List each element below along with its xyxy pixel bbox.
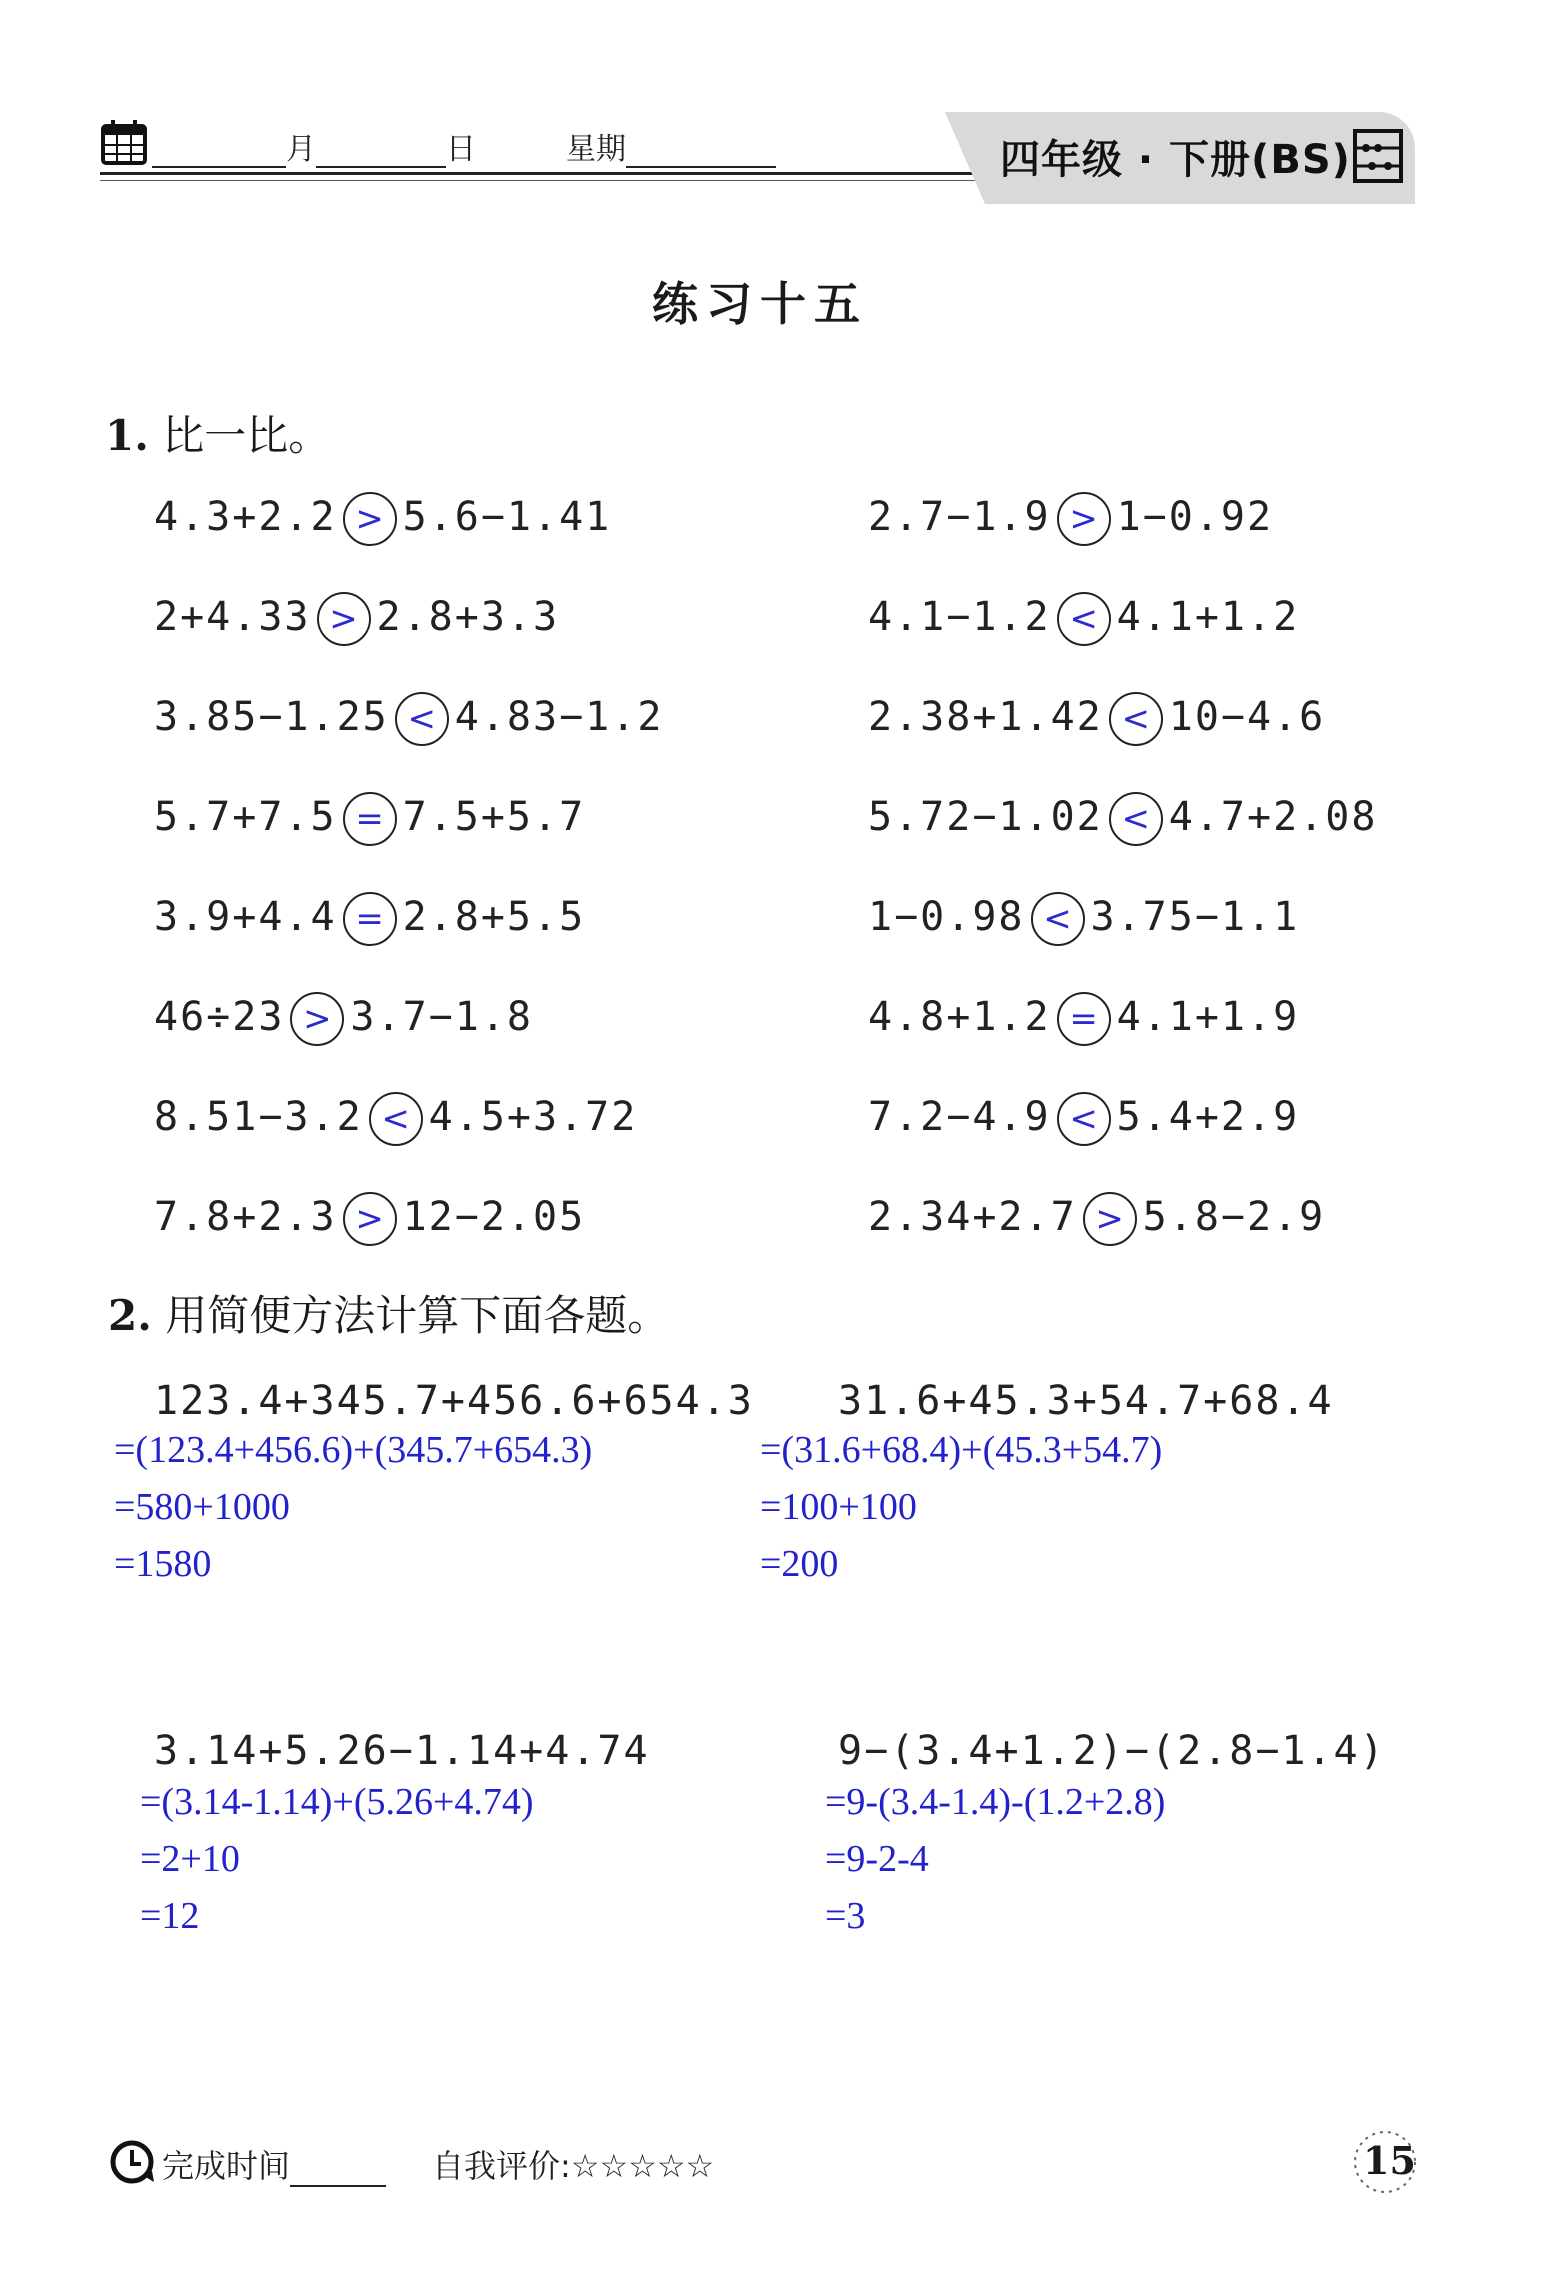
compare-answer-circle[interactable]: > [317,592,371,646]
day-blank[interactable] [316,132,446,168]
compare-right-expr: 3.75−1.1 [1090,894,1300,940]
compare-right-expr: 2.8+3.3 [376,594,560,640]
compare-answer-circle[interactable]: < [1031,892,1085,946]
solution-step: =12 [140,1895,200,1937]
compare-row [154,1092,637,1146]
page-title: 练习十五 [652,277,868,331]
compare-answer-circle[interactable]: > [290,992,344,1046]
month-blank[interactable] [152,132,286,168]
compare-row [154,792,585,846]
time-label: 完成时间 [162,2147,291,2185]
compare-left-expr: 5.7+7.5 [154,794,337,840]
compare-left-expr: 4.1−1.2 [868,594,1051,640]
calendar-icon [100,118,148,166]
compare-right-expr: 4.1+1.9 [1116,994,1300,1040]
weekday-blank[interactable] [626,132,776,168]
section2-heading [108,1283,669,1343]
weekday-label: 星期 [566,132,626,167]
solution-step: =1580 [114,1543,212,1585]
compare-left-expr: 8.51−3.2 [154,1094,363,1140]
page-number-badge [1345,2122,1425,2202]
header-rule [100,172,980,175]
clock-icon [108,2138,158,2188]
compare-answer-circle[interactable]: < [1109,792,1163,846]
solution-step: =(3.14-1.14)+(5.26+4.74) [140,1781,534,1823]
compare-right-expr: 4.1+1.2 [1116,594,1300,640]
problem-expression: 123.4+345.7+456.6+654.3 [154,1378,754,1424]
compare-left-expr: 4.8+1.2 [868,994,1051,1040]
compare-right-expr: 2.8+5.5 [402,894,586,940]
time-blank[interactable] [290,2155,386,2187]
page-number: 15 [1363,2138,1416,2183]
compare-row [868,692,1325,746]
compare-row [154,492,611,546]
compare-answer-circle[interactable]: = [343,792,397,846]
compare-row [154,1192,585,1246]
compare-row [154,692,663,746]
self-rating: 自我评价:☆☆☆☆☆ [432,2147,715,2185]
compare-right-expr: 7.5+5.7 [402,794,586,840]
problem-expression: 9−(3.4+1.2)−(2.8−1.4) [838,1728,1386,1774]
compare-row [868,992,1299,1046]
solution-step: =2+10 [140,1838,240,1880]
compare-answer-circle[interactable]: > [343,1192,397,1246]
solution-step: =3 [825,1895,866,1937]
compare-left-expr: 1−0.98 [868,894,1025,940]
month-label: 月 [286,132,316,167]
compare-left-expr: 46÷23 [154,994,285,1040]
compare-answer-circle[interactable]: < [369,1092,423,1146]
compare-left-expr: 7.2−4.9 [868,1094,1051,1140]
compare-row [868,1192,1325,1246]
compare-left-expr: 2+4.33 [154,594,311,640]
header-rule-thin [100,180,980,181]
compare-answer-circle[interactable]: > [1083,1192,1137,1246]
compare-left-expr: 7.8+2.3 [154,1194,337,1240]
problem-expression: 31.6+45.3+54.7+68.4 [838,1378,1334,1424]
section1-label: 比一比。 [162,411,331,460]
compare-answer-circle[interactable]: < [1057,592,1111,646]
compare-answer-circle[interactable]: < [395,692,449,746]
section2-number: 2. [108,1291,152,1340]
compare-row [154,892,585,946]
compare-row [868,592,1299,646]
compare-left-expr: 3.85−1.25 [154,694,389,740]
solution-step: =100+100 [760,1486,917,1528]
compare-answer-circle[interactable]: = [343,892,397,946]
day-label: 日 [446,132,476,167]
section2-label: 用简便方法计算下面各题。 [165,1291,670,1340]
compare-answer-circle[interactable]: > [343,492,397,546]
compare-right-expr: 4.7+2.08 [1168,794,1378,840]
compare-right-expr: 10−4.6 [1168,694,1326,740]
compare-right-expr: 5.4+2.9 [1116,1094,1300,1140]
solution-step: =200 [760,1543,839,1585]
compare-right-expr: 5.8−2.9 [1142,1194,1326,1240]
compare-right-expr: 1−0.92 [1116,494,1274,540]
abacus-icon [1352,128,1404,184]
compare-right-expr: 4.5+3.72 [428,1094,638,1140]
compare-row [154,992,533,1046]
compare-left-expr: 2.38+1.42 [868,694,1103,740]
compare-row [868,492,1273,546]
compare-left-expr: 3.9+4.4 [154,894,337,940]
section1-heading [105,403,330,463]
solution-step: =9-(3.4-1.4)-(1.2+2.8) [825,1781,1166,1823]
compare-left-expr: 2.7−1.9 [868,494,1051,540]
compare-left-expr: 2.34+2.7 [868,1194,1077,1240]
compare-answer-circle[interactable]: < [1109,692,1163,746]
compare-answer-circle[interactable]: < [1057,1092,1111,1146]
grade-badge: 四年级 · 下册(BS) [1000,137,1351,183]
compare-right-expr: 4.83−1.2 [454,694,664,740]
section1-number: 1. [105,411,149,460]
problem-expression: 3.14+5.26−1.14+4.74 [154,1728,650,1774]
compare-left-expr: 4.3+2.2 [154,494,337,540]
compare-right-expr: 12−2.05 [402,1194,586,1240]
compare-row [154,592,559,646]
compare-answer-circle[interactable]: > [1057,492,1111,546]
compare-right-expr: 5.6−1.41 [402,494,612,540]
compare-answer-circle[interactable]: = [1057,992,1111,1046]
compare-row [868,1092,1299,1146]
solution-step: =(123.4+456.6)+(345.7+654.3) [114,1429,593,1471]
compare-row [868,892,1299,946]
solution-step: =9-2-4 [825,1838,929,1880]
date-line [152,124,776,168]
time-field [162,2141,386,2187]
compare-left-expr: 5.72−1.02 [868,794,1103,840]
compare-row [868,792,1377,846]
solution-step: =580+1000 [114,1486,290,1528]
compare-right-expr: 3.7−1.8 [350,994,533,1040]
solution-step: =(31.6+68.4)+(45.3+54.7) [760,1429,1163,1471]
